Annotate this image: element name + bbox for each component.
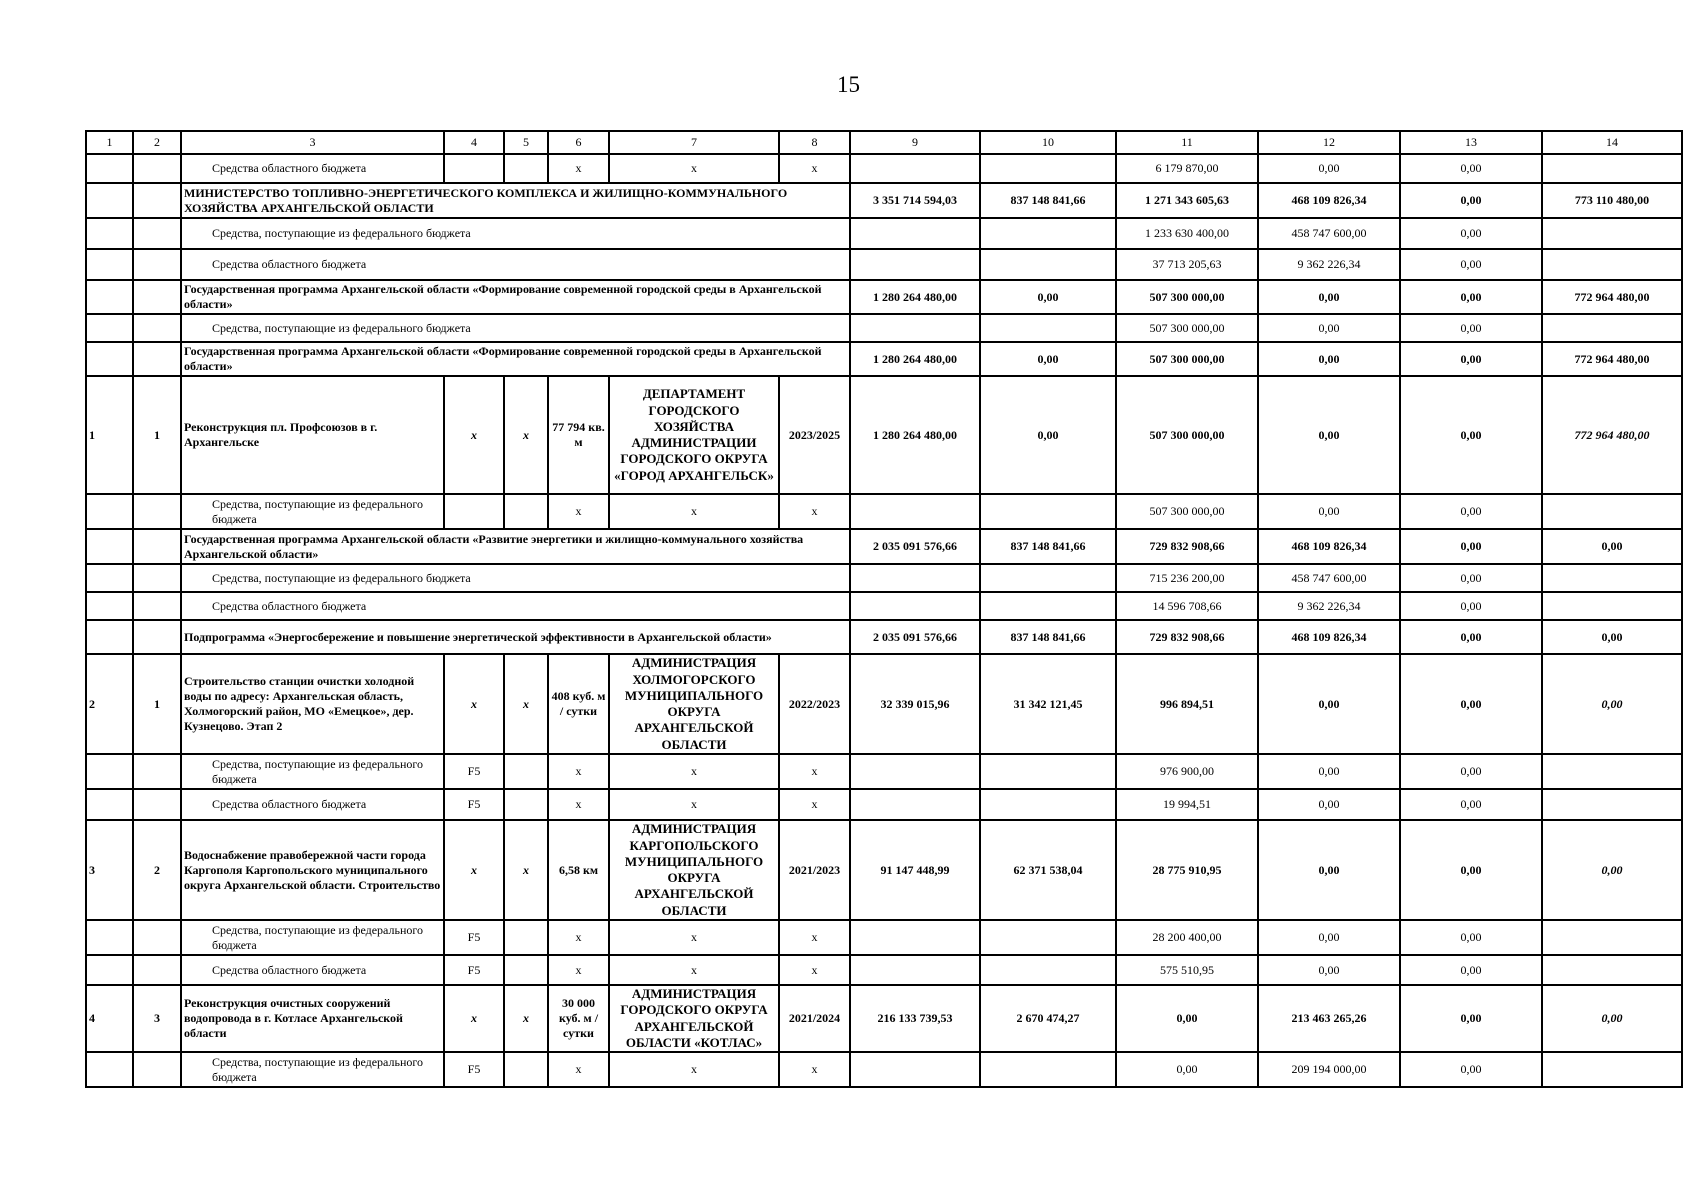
cell-col-11: 37 713 205,63 [1116, 249, 1258, 280]
cell-col-13: 0,00 [1400, 820, 1542, 920]
cell-col-10 [980, 1052, 1116, 1087]
section-title: Государственная программа Архангельской области «Развитие энергетики и жилищно-коммунального хозяйства Архангельской области» [181, 529, 850, 564]
section-title: МИНИСТЕРСТВО ТОПЛИВНО-ЭНЕРГЕТИЧЕСКОГО КОМПЛЕКСА И ЖИЛИЩНО-КОММУНАЛЬНОГО ХОЗЯЙСТВА АРХАНГЕЛЬСКОЙ ОБЛАСТИ [181, 183, 850, 218]
cell-col-9: 1 280 264 480,00 [850, 342, 980, 376]
cell-col-4 [444, 154, 504, 183]
table-row [86, 1052, 1682, 1087]
page-number: 15 [837, 72, 860, 97]
cell-col-9: 3 351 714 594,03 [850, 183, 980, 218]
cell-col-5 [504, 1052, 548, 1087]
cell-col-14: 0,00 [1542, 654, 1682, 754]
funding-source-label: Средства областного бюджета [181, 592, 850, 620]
row-number-cell [86, 529, 133, 564]
cell-col-11: 507 300 000,00 [1116, 314, 1258, 342]
column-number-cell: 9 [850, 131, 980, 154]
cell-col-14: 0,00 [1542, 620, 1682, 654]
cell-col-7: x [609, 955, 779, 985]
item-number-cell [133, 789, 181, 820]
funding-source-label: Средства областного бюджета [181, 249, 850, 280]
table-row [86, 376, 1682, 494]
cell-col-11: 507 300 000,00 [1116, 280, 1258, 314]
cell-col-6: x [548, 754, 609, 789]
cell-col-12: 9 362 226,34 [1258, 249, 1400, 280]
cell-col-11: 507 300 000,00 [1116, 342, 1258, 376]
cell-col-14 [1542, 154, 1682, 183]
cell-col-11: 507 300 000,00 [1116, 494, 1258, 529]
cell-col-12: 0,00 [1258, 920, 1400, 955]
cell-col-14 [1542, 1052, 1682, 1087]
cell-col-9 [850, 314, 980, 342]
table-row [86, 154, 1682, 183]
cell-col-12: 0,00 [1258, 154, 1400, 183]
cell-col-11: 28 775 910,95 [1116, 820, 1258, 920]
table-row [86, 654, 1682, 754]
row-number-cell: 4 [86, 985, 133, 1052]
column-number-cell: 14 [1542, 131, 1682, 154]
cell-col-14 [1542, 249, 1682, 280]
cell-col-10 [980, 920, 1116, 955]
cell-col-13: 0,00 [1400, 342, 1542, 376]
table-row [86, 754, 1682, 789]
cell-col-11: 715 236 200,00 [1116, 564, 1258, 592]
table-row [86, 183, 1682, 218]
cell-col-7: x [609, 494, 779, 529]
cell-col-10 [980, 249, 1116, 280]
item-number-cell [133, 314, 181, 342]
cell-col-6: x [548, 955, 609, 985]
cell-col-11: 729 832 908,66 [1116, 620, 1258, 654]
column-number-cell: 3 [181, 131, 444, 154]
row-number-cell [86, 314, 133, 342]
cell-col-13: 0,00 [1400, 280, 1542, 314]
cell-col-10 [980, 154, 1116, 183]
capacity-cell: 77 794 кв. м [548, 376, 609, 494]
section-title: Государственная программа Архангельской области «Формирование современной городской среды в Архангельской области» [181, 342, 850, 376]
cell-col-11: 14 596 708,66 [1116, 592, 1258, 620]
table-row [86, 820, 1682, 920]
cell-col-12: 0,00 [1258, 280, 1400, 314]
cell-col-8: x [779, 955, 850, 985]
cell-col-4 [444, 494, 504, 529]
customer-organization: АДМИНИСТРАЦИЯ КАРГОПОЛЬСКОГО МУНИЦИПАЛЬНОГО ОКРУГА АРХАНГЕЛЬСКОЙ ОБЛАСТИ [609, 820, 779, 920]
cell-col-13: 0,00 [1400, 789, 1542, 820]
cell-col-9: 1 280 264 480,00 [850, 376, 980, 494]
cell-col-8: x [779, 920, 850, 955]
cell-col-10: 0,00 [980, 342, 1116, 376]
cell-col-13: 0,00 [1400, 955, 1542, 985]
section-title: Подпрограмма «Энергосбережение и повышение энергетической эффективности в Архангельской области» [181, 620, 850, 654]
cell-col-10: 2 670 474,27 [980, 985, 1116, 1052]
cell-col-12: 0,00 [1258, 342, 1400, 376]
table-body [86, 131, 1682, 1087]
cell-col-4: F5 [444, 920, 504, 955]
cell-col-14: 772 964 480,00 [1542, 342, 1682, 376]
cell-col-13: 0,00 [1400, 183, 1542, 218]
cell-col-13: 0,00 [1400, 494, 1542, 529]
cell-col-9 [850, 789, 980, 820]
cell-col-10: 837 148 841,66 [980, 183, 1116, 218]
cell-col-13: 0,00 [1400, 1052, 1542, 1087]
cell-col-14 [1542, 314, 1682, 342]
cell-col-4: F5 [444, 789, 504, 820]
item-number-cell [133, 564, 181, 592]
period-cell: 2022/2023 [779, 654, 850, 754]
cell-col-7: x [609, 789, 779, 820]
cell-col-7: x [609, 154, 779, 183]
cell-col-14: 0,00 [1542, 820, 1682, 920]
cell-col-12: 458 747 600,00 [1258, 564, 1400, 592]
column-number-cell: 8 [779, 131, 850, 154]
cell-col-12: 0,00 [1258, 754, 1400, 789]
cell-col-10 [980, 564, 1116, 592]
row-number-cell [86, 154, 133, 183]
funding-source-label: Средства областного бюджета [181, 154, 444, 183]
cell-col-11: 1 233 630 400,00 [1116, 218, 1258, 249]
column-number-cell: 12 [1258, 131, 1400, 154]
item-number-cell: 1 [133, 376, 181, 494]
cell-col-11: 6 179 870,00 [1116, 154, 1258, 183]
table-row [86, 342, 1682, 376]
cell-col-12: 0,00 [1258, 494, 1400, 529]
cell-col-12: 468 109 826,34 [1258, 529, 1400, 564]
table-row [86, 955, 1682, 985]
item-number-cell [133, 955, 181, 985]
capacity-cell: 6,58 км [548, 820, 609, 920]
cell-col-10: 0,00 [980, 376, 1116, 494]
cell-col-7: x [609, 754, 779, 789]
cell-col-9: 216 133 739,53 [850, 985, 980, 1052]
cell-col-13: 0,00 [1400, 529, 1542, 564]
cell-col-10 [980, 955, 1116, 985]
cell-col-13: 0,00 [1400, 754, 1542, 789]
cell-col-10: 837 148 841,66 [980, 529, 1116, 564]
cell-col-12: 0,00 [1258, 820, 1400, 920]
cell-col-9: 2 035 091 576,66 [850, 529, 980, 564]
row-number-cell [86, 494, 133, 529]
cell-col-9: 1 280 264 480,00 [850, 280, 980, 314]
cell-col-10 [980, 314, 1116, 342]
cell-col-5 [504, 754, 548, 789]
object-name: Строительство станции очистки холодной воды по адресу: Архангельская область, Холмогорский район, МО «Емецкое», дер. Кузнецово. Этап 2 [181, 654, 444, 754]
row-number-cell: 2 [86, 654, 133, 754]
cell-col-10 [980, 592, 1116, 620]
table-row [86, 592, 1682, 620]
row-number-cell [86, 280, 133, 314]
cell-col-10: 837 148 841,66 [980, 620, 1116, 654]
cell-col-5 [504, 494, 548, 529]
row-number-cell [86, 1052, 133, 1087]
cell-col-9 [850, 955, 980, 985]
cell-col-12: 468 109 826,34 [1258, 620, 1400, 654]
row-number-cell [86, 920, 133, 955]
item-number-cell [133, 183, 181, 218]
column-number-cell: 2 [133, 131, 181, 154]
cell-col-5 [504, 789, 548, 820]
cell-col-9 [850, 154, 980, 183]
capacity-cell: 30 000 куб. м / сутки [548, 985, 609, 1052]
table-row [86, 529, 1682, 564]
period-cell: 2021/2023 [779, 820, 850, 920]
item-number-cell [133, 494, 181, 529]
row-number-cell [86, 342, 133, 376]
cell-col-14: 0,00 [1542, 985, 1682, 1052]
cell-col-6: x [548, 920, 609, 955]
row-number-cell [86, 564, 133, 592]
cell-col-14 [1542, 920, 1682, 955]
cell-col-8: x [779, 754, 850, 789]
cell-col-11: 1 271 343 605,63 [1116, 183, 1258, 218]
row-number-cell [86, 955, 133, 985]
cell-col-13: 0,00 [1400, 654, 1542, 754]
cell-col-14 [1542, 564, 1682, 592]
funding-source-label: Средства областного бюджета [181, 955, 444, 985]
row-number-cell [86, 592, 133, 620]
column-number-row [86, 131, 1682, 154]
funding-source-label: Средства, поступающие из федерального бюджета [181, 218, 850, 249]
budget-table [85, 130, 1683, 1088]
column-number-cell: 10 [980, 131, 1116, 154]
cell-col-8: x [779, 154, 850, 183]
table-row [86, 314, 1682, 342]
cell-col-13: 0,00 [1400, 985, 1542, 1052]
item-number-cell [133, 920, 181, 955]
table-row [86, 985, 1682, 1052]
row-number-cell [86, 183, 133, 218]
cell-col-13: 0,00 [1400, 564, 1542, 592]
row-number-cell: 3 [86, 820, 133, 920]
cell-col-4: F5 [444, 754, 504, 789]
row-number-cell: 1 [86, 376, 133, 494]
cell-col-10 [980, 754, 1116, 789]
item-number-cell [133, 342, 181, 376]
cell-col-4: x [444, 820, 504, 920]
cell-col-5: x [504, 820, 548, 920]
cell-col-4: x [444, 376, 504, 494]
cell-col-6: x [548, 1052, 609, 1087]
cell-col-8: x [779, 494, 850, 529]
cell-col-14 [1542, 754, 1682, 789]
cell-col-5 [504, 920, 548, 955]
cell-col-13: 0,00 [1400, 592, 1542, 620]
funding-source-label: Средства, поступающие из федерального бюджета [181, 754, 444, 789]
cell-col-9: 2 035 091 576,66 [850, 620, 980, 654]
cell-col-9: 91 147 448,99 [850, 820, 980, 920]
cell-col-6: x [548, 789, 609, 820]
cell-col-11: 0,00 [1116, 1052, 1258, 1087]
object-name: Реконструкция пл. Профсоюзов в г. Архангельске [181, 376, 444, 494]
cell-col-9 [850, 218, 980, 249]
cell-col-10: 62 371 538,04 [980, 820, 1116, 920]
cell-col-7: x [609, 920, 779, 955]
cell-col-12: 0,00 [1258, 314, 1400, 342]
cell-col-14: 0,00 [1542, 529, 1682, 564]
cell-col-11: 976 900,00 [1116, 754, 1258, 789]
cell-col-10: 31 342 121,45 [980, 654, 1116, 754]
column-number-cell: 5 [504, 131, 548, 154]
funding-source-label: Средства областного бюджета [181, 789, 444, 820]
cell-col-14: 772 964 480,00 [1542, 376, 1682, 494]
cell-col-4: x [444, 654, 504, 754]
cell-col-9 [850, 920, 980, 955]
cell-col-12: 9 362 226,34 [1258, 592, 1400, 620]
funding-source-label: Средства, поступающие из федерального бюджета [181, 920, 444, 955]
object-name: Реконструкция очистных сооружений водопровода в г. Котласе Архангельской области [181, 985, 444, 1052]
item-number-cell [133, 218, 181, 249]
cell-col-7: x [609, 1052, 779, 1087]
column-number-cell: 4 [444, 131, 504, 154]
cell-col-5 [504, 955, 548, 985]
customer-organization: АДМИНИСТРАЦИЯ ХОЛМОГОРСКОГО МУНИЦИПАЛЬНОГО ОКРУГА АРХАНГЕЛЬСКОЙ ОБЛАСТИ [609, 654, 779, 754]
cell-col-11: 575 510,95 [1116, 955, 1258, 985]
customer-organization: АДМИНИСТРАЦИЯ ГОРОДСКОГО ОКРУГА АРХАНГЕЛЬСКОЙ ОБЛАСТИ «КОТЛАС» [609, 985, 779, 1052]
funding-source-label: Средства, поступающие из федерального бюджета [181, 1052, 444, 1087]
cell-col-9 [850, 1052, 980, 1087]
cell-col-11: 0,00 [1116, 985, 1258, 1052]
cell-col-11: 996 894,51 [1116, 654, 1258, 754]
customer-organization: ДЕПАРТАМЕНТ ГОРОДСКОГО ХОЗЯЙСТВА АДМИНИСТРАЦИИ ГОРОДСКОГО ОКРУГА «ГОРОД АРХАНГЕЛЬСК» [609, 376, 779, 494]
table-row [86, 494, 1682, 529]
table-row [86, 280, 1682, 314]
cell-col-13: 0,00 [1400, 920, 1542, 955]
cell-col-11: 19 994,51 [1116, 789, 1258, 820]
cell-col-5: x [504, 376, 548, 494]
section-title: Государственная программа Архангельской области «Формирование современной городской среды в Архангельской области» [181, 280, 850, 314]
table-row [86, 218, 1682, 249]
period-cell: 2023/2025 [779, 376, 850, 494]
row-number-cell [86, 754, 133, 789]
cell-col-11: 729 832 908,66 [1116, 529, 1258, 564]
cell-col-9 [850, 249, 980, 280]
row-number-cell [86, 249, 133, 280]
column-number-cell: 6 [548, 131, 609, 154]
cell-col-9 [850, 592, 980, 620]
cell-col-13: 0,00 [1400, 218, 1542, 249]
column-number-cell: 1 [86, 131, 133, 154]
item-number-cell [133, 529, 181, 564]
row-number-cell [86, 789, 133, 820]
cell-col-13: 0,00 [1400, 376, 1542, 494]
item-number-cell [133, 592, 181, 620]
column-number-cell: 13 [1400, 131, 1542, 154]
row-number-cell [86, 218, 133, 249]
table-row [86, 564, 1682, 592]
cell-col-4: F5 [444, 1052, 504, 1087]
column-number-cell: 7 [609, 131, 779, 154]
item-number-cell [133, 1052, 181, 1087]
cell-col-12: 0,00 [1258, 654, 1400, 754]
period-cell: 2021/2024 [779, 985, 850, 1052]
table-row [86, 920, 1682, 955]
cell-col-8: x [779, 1052, 850, 1087]
cell-col-11: 507 300 000,00 [1116, 376, 1258, 494]
cell-col-14 [1542, 789, 1682, 820]
table-row [86, 620, 1682, 654]
row-number-cell [86, 620, 133, 654]
item-number-cell [133, 620, 181, 654]
funding-source-label: Средства, поступающие из федерального бюджета [181, 314, 850, 342]
cell-col-14 [1542, 494, 1682, 529]
funding-source-label: Средства, поступающие из федерального бюджета [181, 494, 444, 529]
cell-col-12: 0,00 [1258, 376, 1400, 494]
funding-source-label: Средства, поступающие из федерального бюджета [181, 564, 850, 592]
cell-col-5: x [504, 654, 548, 754]
cell-col-10 [980, 789, 1116, 820]
cell-col-14: 773 110 480,00 [1542, 183, 1682, 218]
capacity-cell: 408 куб. м / сутки [548, 654, 609, 754]
object-name: Водоснабжение правобережной части города Каргополя Каргопольского муниципального округа Архангельской области. Строительство [181, 820, 444, 920]
cell-col-9 [850, 754, 980, 789]
cell-col-5 [504, 154, 548, 183]
table-row [86, 789, 1682, 820]
column-number-cell: 11 [1116, 131, 1258, 154]
cell-col-12: 458 747 600,00 [1258, 218, 1400, 249]
cell-col-9 [850, 564, 980, 592]
cell-col-14 [1542, 955, 1682, 985]
item-number-cell: 1 [133, 654, 181, 754]
cell-col-9: 32 339 015,96 [850, 654, 980, 754]
item-number-cell [133, 280, 181, 314]
cell-col-13: 0,00 [1400, 314, 1542, 342]
cell-col-14 [1542, 218, 1682, 249]
cell-col-9 [850, 494, 980, 529]
item-number-cell [133, 154, 181, 183]
cell-col-10: 0,00 [980, 280, 1116, 314]
cell-col-13: 0,00 [1400, 620, 1542, 654]
cell-col-14 [1542, 592, 1682, 620]
cell-col-13: 0,00 [1400, 249, 1542, 280]
cell-col-12: 209 194 000,00 [1258, 1052, 1400, 1087]
item-number-cell: 3 [133, 985, 181, 1052]
cell-col-12: 468 109 826,34 [1258, 183, 1400, 218]
cell-col-10 [980, 494, 1116, 529]
cell-col-4: x [444, 985, 504, 1052]
table-row [86, 249, 1682, 280]
cell-col-6: x [548, 494, 609, 529]
cell-col-5: x [504, 985, 548, 1052]
cell-col-4: F5 [444, 955, 504, 985]
cell-col-8: x [779, 789, 850, 820]
cell-col-6: x [548, 154, 609, 183]
cell-col-14: 772 964 480,00 [1542, 280, 1682, 314]
cell-col-12: 213 463 265,26 [1258, 985, 1400, 1052]
cell-col-12: 0,00 [1258, 955, 1400, 985]
item-number-cell [133, 249, 181, 280]
item-number-cell [133, 754, 181, 789]
cell-col-13: 0,00 [1400, 154, 1542, 183]
cell-col-12: 0,00 [1258, 789, 1400, 820]
item-number-cell: 2 [133, 820, 181, 920]
cell-col-11: 28 200 400,00 [1116, 920, 1258, 955]
cell-col-10 [980, 218, 1116, 249]
